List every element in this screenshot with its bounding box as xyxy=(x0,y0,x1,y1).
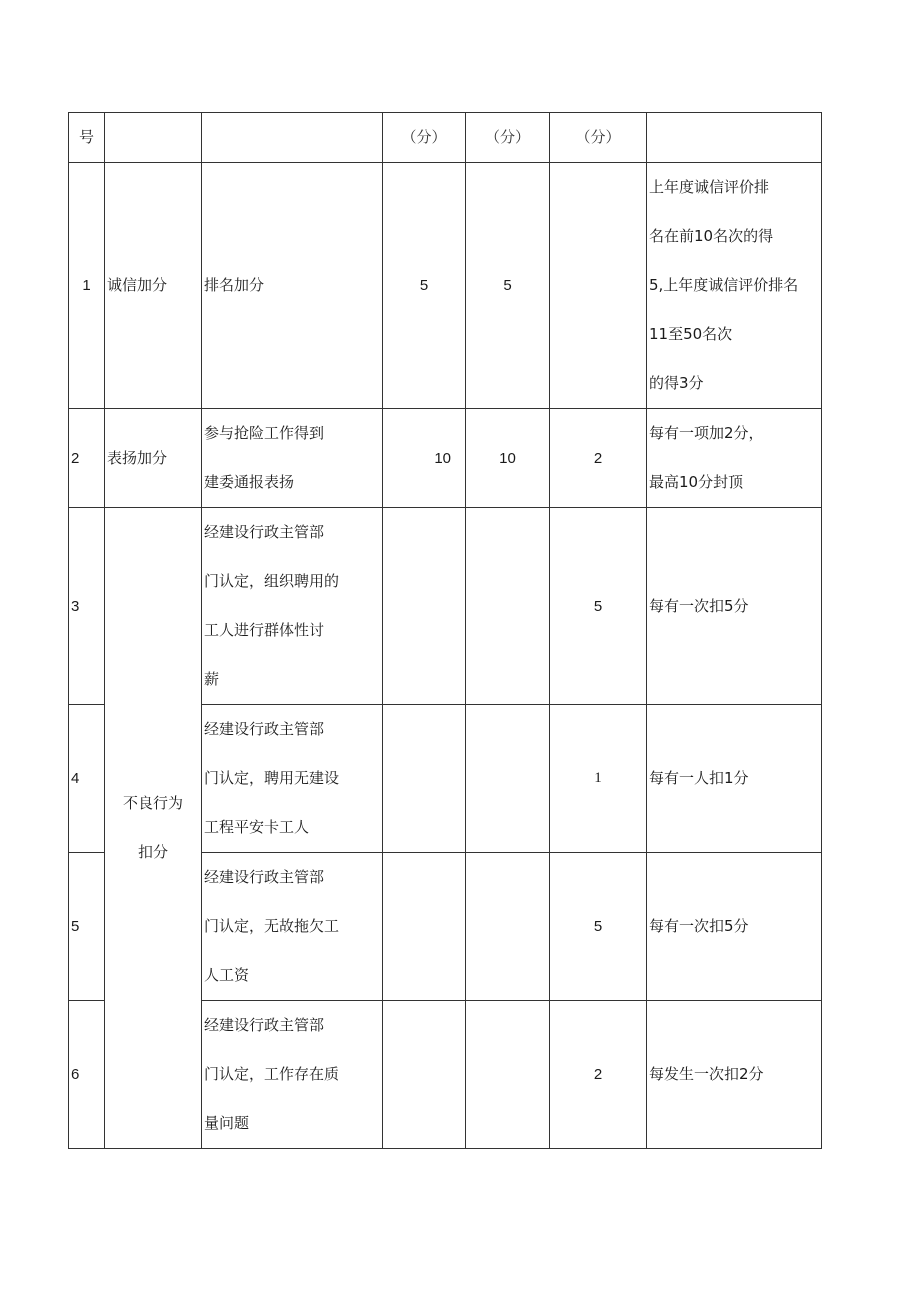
content-line: 经建设行政主管部 xyxy=(204,523,325,541)
row-item: 表扬加分 xyxy=(105,409,202,508)
content-line: 工人进行群体性讨 xyxy=(204,621,325,639)
content-line: 门认定，组织聘用的 xyxy=(204,572,340,590)
content-line: 量问题 xyxy=(204,1114,250,1132)
row-content xyxy=(202,705,383,853)
row-standard: 每发生一次扣2分 xyxy=(647,1001,822,1149)
row-score1 xyxy=(383,853,466,1001)
bad-item-line2: 扣分 xyxy=(137,843,168,861)
row-standard xyxy=(647,163,822,409)
row-score3 xyxy=(550,163,647,409)
bad-item-line1: 不良行为 xyxy=(122,794,183,812)
header-standard xyxy=(647,113,822,163)
standard-line: 的得3分 xyxy=(649,374,704,392)
row-score2 xyxy=(466,1001,550,1149)
row-standard xyxy=(647,409,822,508)
row-score2 xyxy=(466,853,550,1001)
header-no: 号 xyxy=(69,113,105,163)
row-content xyxy=(202,1001,383,1149)
row-no: 2 xyxy=(69,409,105,508)
row-score3: 1 xyxy=(550,705,647,853)
row-score3: 2 xyxy=(550,409,647,508)
row-no: 1 xyxy=(69,163,105,409)
content-line: 经建设行政主管部 xyxy=(204,720,325,738)
content-line: 建委通报表扬 xyxy=(204,473,295,491)
row-score2 xyxy=(466,705,550,853)
row-score1 xyxy=(383,508,466,705)
header-row xyxy=(69,113,822,163)
header-item xyxy=(105,113,202,163)
row-no: 6 xyxy=(69,1001,105,1149)
content-line: 门认定，工作存在质 xyxy=(204,1065,340,1083)
row-standard: 每有一次扣5分 xyxy=(647,853,822,1001)
row-item: 诚信加分 xyxy=(105,163,202,409)
row-content xyxy=(202,508,383,705)
row-item-bad-behavior xyxy=(105,508,202,1149)
standard-line: 11至50名次 xyxy=(649,325,733,343)
row-content: 排名加分 xyxy=(202,163,383,409)
table-row xyxy=(69,163,822,409)
table-row xyxy=(69,508,822,705)
row-standard: 每有一人扣1分 xyxy=(647,705,822,853)
row-score3: 5 xyxy=(550,508,647,705)
row-standard: 每有一次扣5分 xyxy=(647,508,822,705)
header-score1: （分） xyxy=(383,113,466,163)
standard-line: 名在前10名次的得 xyxy=(649,227,774,245)
row-score1 xyxy=(383,705,466,853)
row-no: 4 xyxy=(69,705,105,853)
standard-line: 每有一项加2分， xyxy=(649,424,764,442)
row-score2 xyxy=(466,508,550,705)
content-line: 经建设行政主管部 xyxy=(204,1016,325,1034)
standard-line: 最高10分封顶 xyxy=(649,473,744,491)
row-score2: 10 xyxy=(466,409,550,508)
row-score3: 2 xyxy=(550,1001,647,1149)
content-line: 门认定，聘用无建设 xyxy=(204,769,340,787)
content-line: 门认定，无故拖欠工 xyxy=(204,917,340,935)
row-no: 5 xyxy=(69,853,105,1001)
row-score1: 5 xyxy=(383,163,466,409)
row-score1: 10 xyxy=(383,409,466,508)
table-row xyxy=(69,409,822,508)
standard-line: 上年度诚信评价排 xyxy=(649,178,770,196)
header-score2: （分） xyxy=(466,113,550,163)
score-table xyxy=(68,112,822,1149)
row-score1 xyxy=(383,1001,466,1149)
row-no: 3 xyxy=(69,508,105,705)
row-content xyxy=(202,409,383,508)
content-line: 工程平安卡工人 xyxy=(204,818,310,836)
content-line: 参与抢险工作得到 xyxy=(204,424,325,442)
row-score3: 5 xyxy=(550,853,647,1001)
row-score2: 5 xyxy=(466,163,550,409)
header-content xyxy=(202,113,383,163)
header-score3: （分） xyxy=(550,113,647,163)
standard-line: 5,上年度诚信评价排名 xyxy=(649,276,799,294)
row-content xyxy=(202,853,383,1001)
content-line: 薪 xyxy=(204,670,220,688)
content-line: 人工资 xyxy=(204,966,250,984)
content-line: 经建设行政主管部 xyxy=(204,868,325,886)
